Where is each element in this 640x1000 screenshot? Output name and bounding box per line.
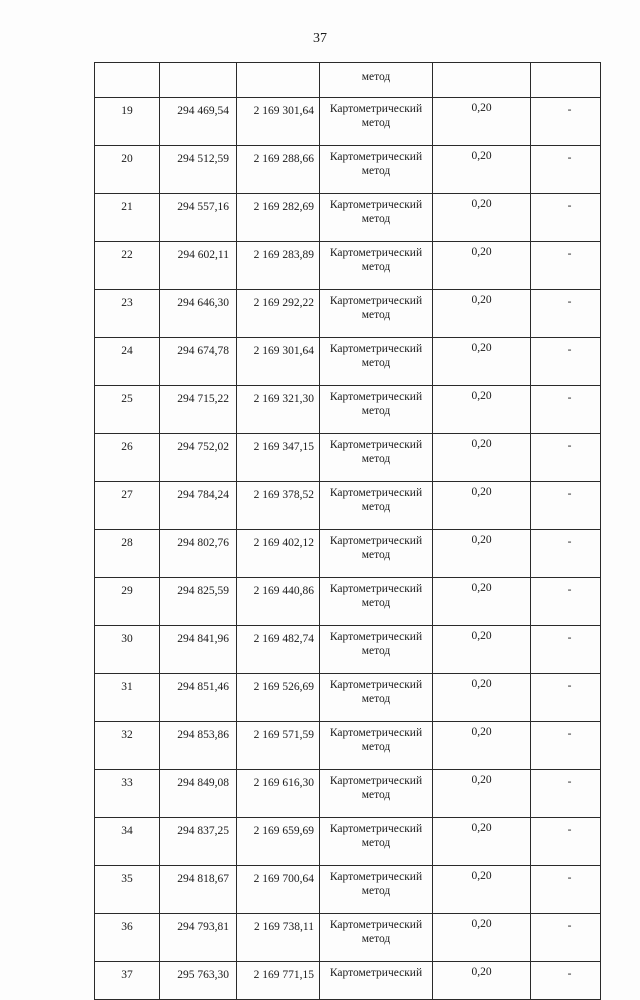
cell-method <box>320 578 433 626</box>
cell-note: - <box>531 482 601 530</box>
table-row <box>95 866 601 914</box>
method-line-2: метод <box>361 645 391 657</box>
method-line-1: Картометрический <box>329 391 423 403</box>
cell-method <box>320 434 433 482</box>
cell-method <box>320 770 433 818</box>
table-row <box>95 290 601 338</box>
cell-accuracy: 0,20 <box>433 482 531 530</box>
cell-note: - <box>531 146 601 194</box>
cell-accuracy: 0,20 <box>433 866 531 914</box>
cell-method <box>320 290 433 338</box>
cell-y-coordinate: 2 169 378,52 <box>237 482 320 530</box>
cell-y-coordinate: 2 169 700,64 <box>237 866 320 914</box>
method-line-2: метод <box>361 165 391 177</box>
table-row-continued <box>95 63 601 98</box>
cell-note: - <box>531 194 601 242</box>
cell-note: - <box>531 98 601 146</box>
cell-point-number: 30 <box>95 626 160 674</box>
cell-method-continued: метод <box>320 63 433 98</box>
cell-note: - <box>531 530 601 578</box>
method-line-1: Картометрический <box>329 727 423 739</box>
cell-x-coordinate: 294 752,02 <box>160 434 237 482</box>
cell-note: - <box>531 674 601 722</box>
cell-point-number: 22 <box>95 242 160 290</box>
cell-x-coordinate: 294 469,54 <box>160 98 237 146</box>
method-line-1: Картометрический <box>329 631 423 643</box>
cell-method <box>320 914 433 962</box>
cell-method <box>320 818 433 866</box>
cell-point-number: 24 <box>95 338 160 386</box>
cell-method <box>320 530 433 578</box>
cell-method <box>320 194 433 242</box>
cell-x-coordinate: 294 853,86 <box>160 722 237 770</box>
cell-method <box>320 482 433 530</box>
method-line-2: метод <box>361 693 391 705</box>
coordinates-table <box>94 62 601 1000</box>
cell-y-coordinate: 2 169 347,15 <box>237 434 320 482</box>
cell-note: - <box>531 722 601 770</box>
cell-y-coordinate: 2 169 659,69 <box>237 818 320 866</box>
cell-point-number: 35 <box>95 866 160 914</box>
table-row <box>95 962 601 1000</box>
table-row <box>95 434 601 482</box>
method-line-1: Картометрический <box>329 199 423 211</box>
cell-note: - <box>531 626 601 674</box>
page-number: 37 <box>313 31 327 46</box>
cell-accuracy: 0,20 <box>433 338 531 386</box>
cell-x-coordinate: 294 602,11 <box>160 242 237 290</box>
cell-method <box>320 866 433 914</box>
cell-point-number: 28 <box>95 530 160 578</box>
cell-x-coordinate: 294 849,08 <box>160 770 237 818</box>
method-line-1: Картометрический <box>329 295 423 307</box>
cell-accuracy: 0,20 <box>433 386 531 434</box>
cell-x-coordinate: 294 674,78 <box>160 338 237 386</box>
cell-y-coordinate: 2 169 301,64 <box>237 338 320 386</box>
cell-note: - <box>531 386 601 434</box>
method-line-2: метод <box>361 741 391 753</box>
cell-empty <box>237 63 320 98</box>
cell-note: - <box>531 242 601 290</box>
method-line-2: метод <box>361 837 391 849</box>
table-row <box>95 482 601 530</box>
method-line-2: метод <box>361 789 391 801</box>
cell-y-coordinate: 2 169 616,30 <box>237 770 320 818</box>
cell-accuracy: 0,20 <box>433 722 531 770</box>
cell-method <box>320 98 433 146</box>
cell-point-number: 37 <box>95 962 160 1000</box>
cell-y-coordinate: 2 169 292,22 <box>237 290 320 338</box>
cell-accuracy: 0,20 <box>433 818 531 866</box>
cell-y-coordinate: 2 169 771,15 <box>237 962 320 1000</box>
cell-y-coordinate: 2 169 482,74 <box>237 626 320 674</box>
method-line-2: метод <box>361 549 391 561</box>
cell-empty <box>95 63 160 98</box>
table-row <box>95 530 601 578</box>
cell-accuracy: 0,20 <box>433 674 531 722</box>
table-row <box>95 338 601 386</box>
table-row <box>95 770 601 818</box>
method-line-1: Картометрический <box>329 871 423 883</box>
method-line-2: метод <box>361 885 391 897</box>
cell-method <box>320 146 433 194</box>
cell-y-coordinate: 2 169 526,69 <box>237 674 320 722</box>
cell-note: - <box>531 290 601 338</box>
cell-point-number: 19 <box>95 98 160 146</box>
cell-x-coordinate: 295 763,30 <box>160 962 237 1000</box>
method-line-1: Картометрический <box>329 967 423 979</box>
table-row <box>95 674 601 722</box>
method-line-2: метод <box>361 117 391 129</box>
cell-method <box>320 338 433 386</box>
cell-x-coordinate: 294 802,76 <box>160 530 237 578</box>
cell-note: - <box>531 338 601 386</box>
method-line-1: Картометрический <box>329 535 423 547</box>
cell-method <box>320 242 433 290</box>
cell-point-number: 34 <box>95 818 160 866</box>
cell-x-coordinate: 294 825,59 <box>160 578 237 626</box>
cell-point-number: 26 <box>95 434 160 482</box>
cell-accuracy: 0,20 <box>433 962 531 1000</box>
cell-x-coordinate: 294 851,46 <box>160 674 237 722</box>
method-line-2: метод <box>361 261 391 273</box>
method-line-2: метод <box>361 213 391 225</box>
table-row <box>95 722 601 770</box>
cell-y-coordinate: 2 169 282,69 <box>237 194 320 242</box>
method-line-1: Картометрический <box>329 823 423 835</box>
coordinates-table-body <box>95 63 601 1000</box>
cell-x-coordinate: 294 557,16 <box>160 194 237 242</box>
method-line-1: Картометрический <box>329 487 423 499</box>
cell-x-coordinate: 294 818,67 <box>160 866 237 914</box>
cell-note: - <box>531 866 601 914</box>
cell-y-coordinate: 2 169 440,86 <box>237 578 320 626</box>
cell-method <box>320 674 433 722</box>
cell-accuracy: 0,20 <box>433 434 531 482</box>
cell-accuracy: 0,20 <box>433 626 531 674</box>
cell-note: - <box>531 818 601 866</box>
cell-x-coordinate: 294 512,59 <box>160 146 237 194</box>
cell-method <box>320 722 433 770</box>
cell-y-coordinate: 2 169 571,59 <box>237 722 320 770</box>
cell-accuracy: 0,20 <box>433 770 531 818</box>
table-row <box>95 386 601 434</box>
table-row <box>95 146 601 194</box>
method-line-2: метод <box>361 453 391 465</box>
cell-point-number: 33 <box>95 770 160 818</box>
cell-note: - <box>531 434 601 482</box>
table-row <box>95 98 601 146</box>
cell-point-number: 27 <box>95 482 160 530</box>
method-line-1: Картометрический <box>329 247 423 259</box>
cell-point-number: 29 <box>95 578 160 626</box>
coordinates-table-wrap <box>94 62 601 1000</box>
cell-accuracy: 0,20 <box>433 242 531 290</box>
cell-y-coordinate: 2 169 402,12 <box>237 530 320 578</box>
cell-note: - <box>531 962 601 1000</box>
table-row <box>95 914 601 962</box>
cell-accuracy: 0,20 <box>433 194 531 242</box>
cell-x-coordinate: 294 841,96 <box>160 626 237 674</box>
method-line-1: Картометрический <box>329 151 423 163</box>
table-row <box>95 242 601 290</box>
table-row <box>95 578 601 626</box>
cell-method <box>320 962 433 1000</box>
table-row <box>95 194 601 242</box>
cell-empty <box>160 63 237 98</box>
cell-y-coordinate: 2 169 301,64 <box>237 98 320 146</box>
cell-y-coordinate: 2 169 738,11 <box>237 914 320 962</box>
cell-point-number: 32 <box>95 722 160 770</box>
cell-accuracy: 0,20 <box>433 530 531 578</box>
cell-accuracy: 0,20 <box>433 578 531 626</box>
cell-accuracy: 0,20 <box>433 290 531 338</box>
cell-method <box>320 626 433 674</box>
cell-x-coordinate: 294 793,81 <box>160 914 237 962</box>
cell-method <box>320 386 433 434</box>
cell-point-number: 20 <box>95 146 160 194</box>
cell-empty <box>531 63 601 98</box>
cell-empty <box>433 63 531 98</box>
cell-point-number: 21 <box>95 194 160 242</box>
method-line-2: метод <box>361 309 391 321</box>
cell-x-coordinate: 294 646,30 <box>160 290 237 338</box>
cell-x-coordinate: 294 837,25 <box>160 818 237 866</box>
method-line-1: Картометрический <box>329 919 423 931</box>
method-line-2: метод <box>361 501 391 513</box>
method-line-1: Картометрический <box>329 103 423 115</box>
method-line-1: Картометрический <box>329 583 423 595</box>
method-line-1: Картометрический <box>329 775 423 787</box>
cell-point-number: 23 <box>95 290 160 338</box>
table-row <box>95 626 601 674</box>
method-line-1: Картометрический <box>329 439 423 451</box>
method-line-2: метод <box>361 597 391 609</box>
cell-x-coordinate: 294 784,24 <box>160 482 237 530</box>
method-line-2: метод <box>361 405 391 417</box>
cell-y-coordinate: 2 169 283,89 <box>237 242 320 290</box>
method-line-2: метод <box>361 933 391 945</box>
method-line-2: метод <box>361 357 391 369</box>
cell-accuracy: 0,20 <box>433 146 531 194</box>
cell-note: - <box>531 578 601 626</box>
cell-x-coordinate: 294 715,22 <box>160 386 237 434</box>
cell-y-coordinate: 2 169 288,66 <box>237 146 320 194</box>
cell-point-number: 31 <box>95 674 160 722</box>
cell-note: - <box>531 770 601 818</box>
cell-point-number: 25 <box>95 386 160 434</box>
table-row <box>95 818 601 866</box>
method-line-1: Картометрический <box>329 343 423 355</box>
cell-accuracy: 0,20 <box>433 914 531 962</box>
cell-note: - <box>531 914 601 962</box>
method-line-1: Картометрический <box>329 679 423 691</box>
cell-point-number: 36 <box>95 914 160 962</box>
cell-y-coordinate: 2 169 321,30 <box>237 386 320 434</box>
cell-accuracy: 0,20 <box>433 98 531 146</box>
